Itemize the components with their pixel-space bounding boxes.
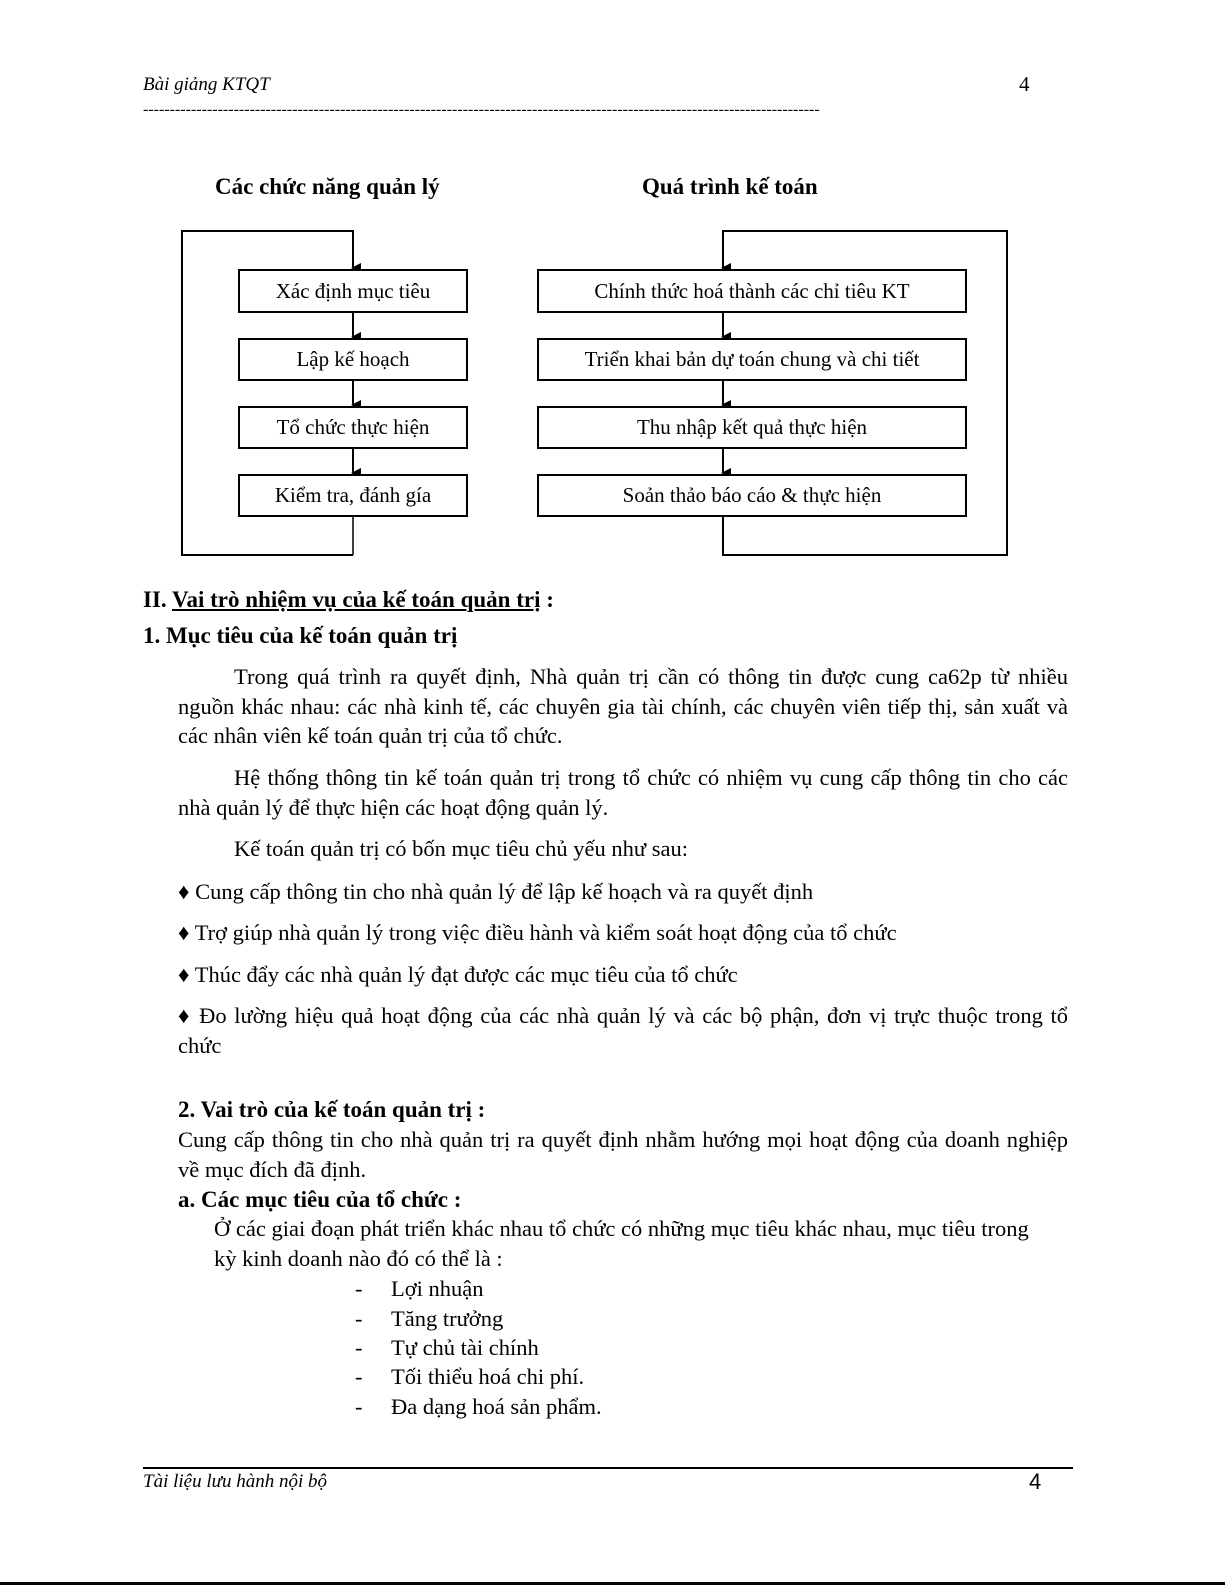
accounting-step-box: Thu nhập kết quả thực hiện [537, 406, 967, 449]
paragraph-1: Trong quá trình ra quyết định, Nhà quản trị cần có thông tin được cung ca62p từ nhiều nguồn khác nhau: các nhà kinh tế, các chuyên gia tài chính, các chuyên viên tiếp thị, sản xuất và các nhân viên kế toán quản trị của tổ chức. [178, 664, 1068, 748]
management-step-box: Xác định mục tiêu [238, 269, 468, 313]
objective-bullet: ♦ Trợ giúp nhà quản lý trong việc điều hành và kiểm soát hoạt động của tổ chức [178, 920, 897, 945]
list-dash: - [355, 1306, 363, 1331]
objective-bullet: ♦ Thúc đẩy các nhà quản lý đạt được các mục tiêu của tổ chức [178, 962, 738, 987]
accounting-step-box: Soản thảo báo cáo & thực hiện [537, 474, 967, 517]
header-page-number: 4 [1019, 72, 1030, 96]
accounting-step-box: Chính thức hoá thành các chỉ tiêu KT [537, 269, 967, 313]
subsection-2-heading: 2. Vai trò của kế toán quản trị : [178, 1097, 486, 1122]
list-dash: - [355, 1394, 363, 1419]
subsection-a-heading: a. Các mục tiêu của tổ chức : [178, 1187, 462, 1212]
header-title: Bài giảng KTQT [143, 74, 270, 95]
diagram-right-title: Quá trình kế toán [642, 174, 818, 199]
list-dash: - [355, 1364, 363, 1389]
goal-list-item: Lợi nhuận [391, 1276, 484, 1301]
list-dash: - [355, 1276, 363, 1301]
management-step-box: Tổ chức thực hiện [238, 406, 468, 449]
footer-page-number: 4 [1029, 1469, 1042, 1494]
footer-text: Tài liệu lưu hành nội bộ [143, 1471, 328, 1492]
goal-list-item: Tăng trưởng [391, 1306, 504, 1331]
goals-paragraph: Ở các giai đoạn phát triển khác nhau tổ chức có những mục tiêu khác nhau, mục tiêu trong kỳ kinh doanh nào đó có thể là : [214, 1216, 1029, 1271]
footer-divider [143, 1467, 1073, 1469]
diagram-left-title: Các chức năng quản lý [215, 174, 440, 199]
goal-list-item: Tối thiểu hoá chi phí. [391, 1364, 585, 1389]
section-heading [143, 585, 554, 615]
section-title: Vai trò nhiệm vụ của kế toán quản trị [172, 587, 541, 612]
header-dashed-divider: ------------------------------------------------------------------------------------------------------------------------------- [143, 101, 820, 118]
goal-list-item: Đa dạng hoá sản phẩm. [391, 1394, 602, 1419]
goal-list-item: Tự chủ tài chính [391, 1335, 539, 1360]
paragraph-3: Kế toán quản trị có bốn mục tiêu chủ yếu như sau: [234, 836, 688, 861]
section-roman-numeral: II. [143, 587, 167, 612]
list-dash: - [355, 1335, 363, 1360]
management-step-box: Lập kế hoạch [238, 338, 468, 381]
objective-bullet: ♦ Đo lường hiệu quả hoạt động của các nhà quản lý và các bộ phận, đơn vị trực thuộc trong tổ chức [178, 1003, 1068, 1058]
objective-bullet: ♦ Cung cấp thông tin cho nhà quản lý để lập kế hoạch và ra quyết định [178, 879, 814, 904]
accounting-step-box: Triển khai bản dự toán chung và chi tiết [537, 338, 967, 381]
section-title-suffix: : [540, 587, 554, 612]
subsection-1-heading: 1. Mục tiêu của kế toán quản trị [143, 623, 458, 648]
role-paragraph: Cung cấp thông tin cho nhà quản trị ra quyết định nhằm hướng mọi hoạt động của doanh nghiệp về mục đích đã định. [178, 1127, 1068, 1182]
paragraph-2: Hệ thống thông tin kế toán quản trị trong tổ chức có nhiệm vụ cung cấp thông tin cho các nhà quản lý để thực hiện các hoạt động quản lý. [178, 765, 1068, 820]
management-step-box: Kiểm tra, đánh gía [238, 474, 468, 517]
